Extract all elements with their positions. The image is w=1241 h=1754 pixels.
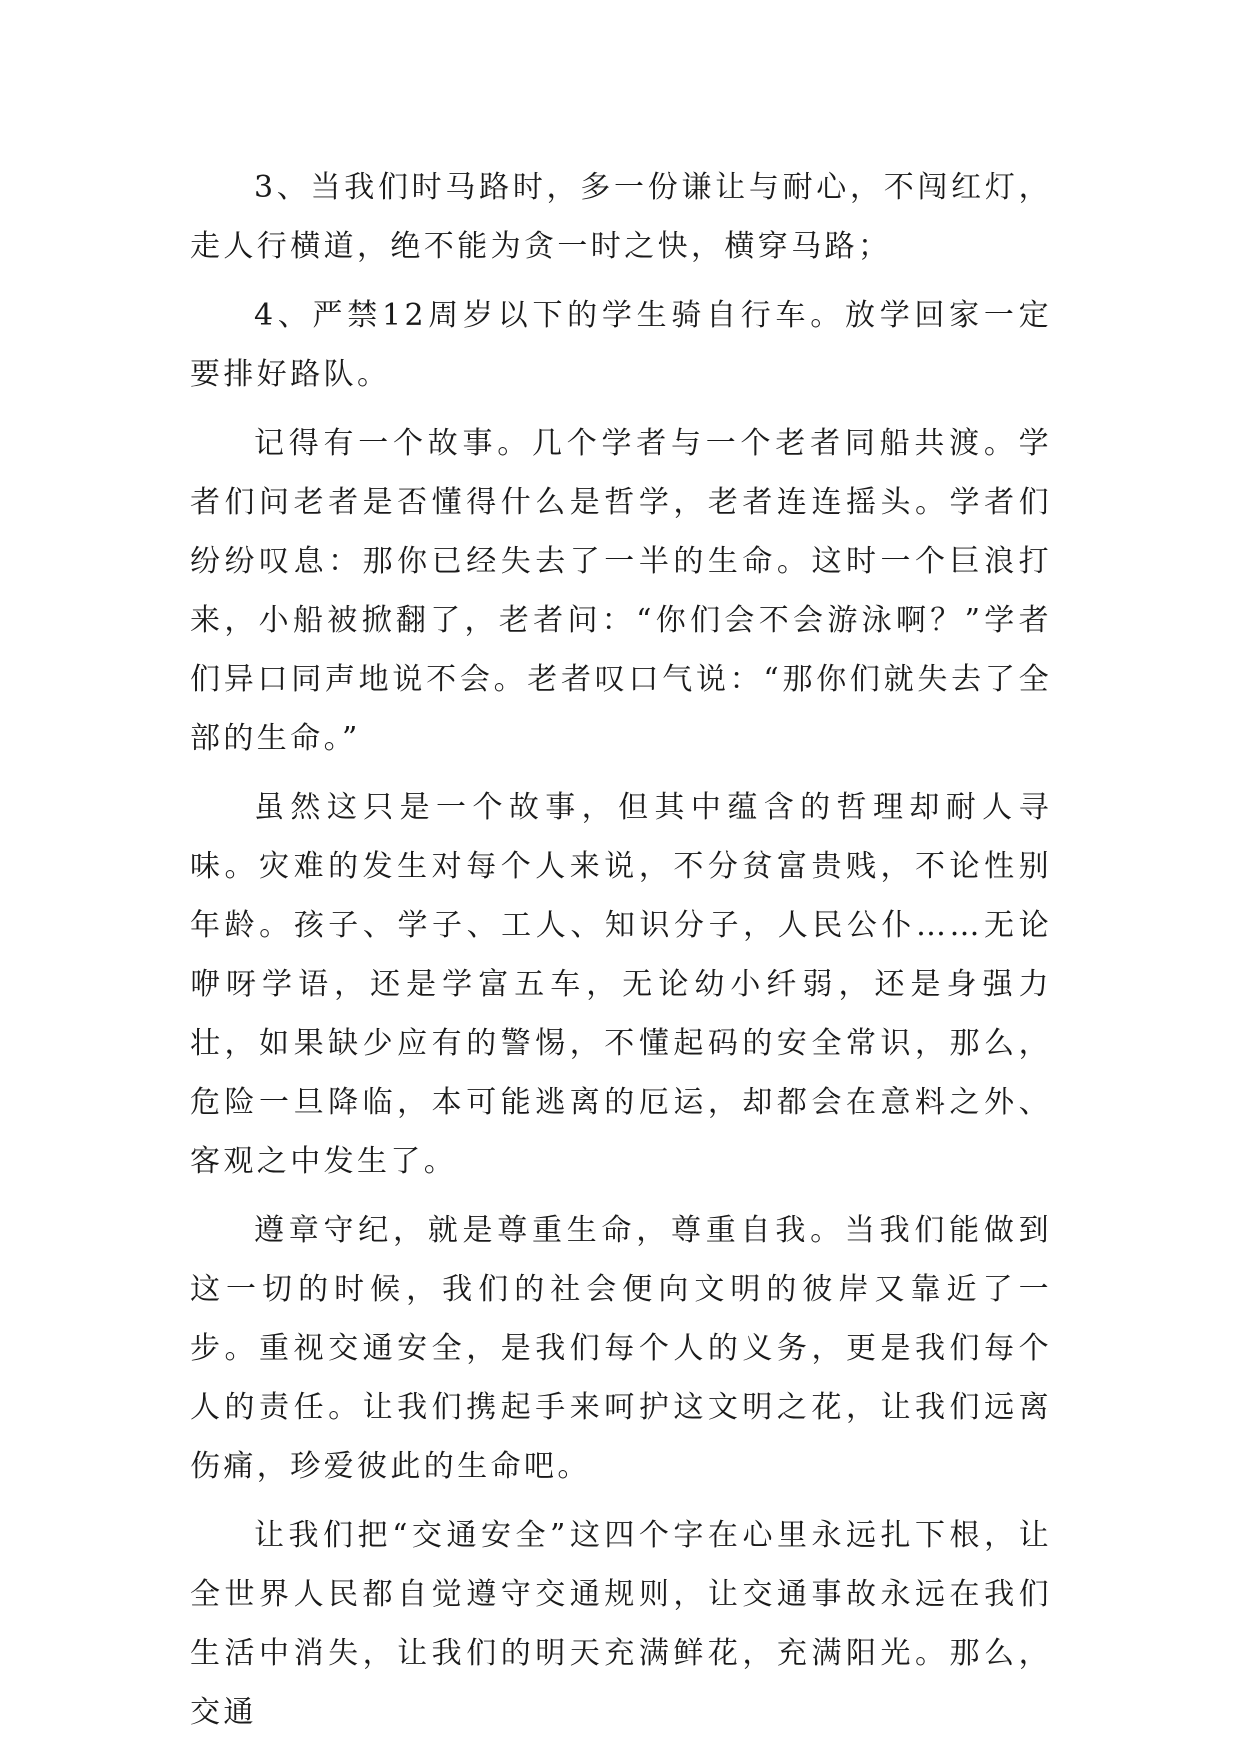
paragraph: 遵章守纪，就是尊重生命，尊重自我。当我们能做到这一切的时候，我们的社会便向文明的彼岸又靠近了一步。重视交通安全，是我们每个人的义务，更是我们每个人的责任。让我们携起手来呵护这文明之花，让我们远离伤痛，珍爱彼此的生命吧。: [190, 1213, 1052, 1484]
paragraph: 3、当我们时马路时，多一份谦让与耐心，不闯红灯，走人行横道，绝不能为贪一时之快，横穿马路；: [190, 170, 1052, 264]
paragraph: 4、严禁12周岁以下的学生骑自行车。放学回家一定要排好路队。: [190, 298, 1052, 392]
paragraph: 让我们把“交通安全”这四个字在心里永远扎下根，让全世界人民都自觉遵守交通规则，让交通事故永远在我们生活中消失，让我们的明天充满鲜花，充满阳光。那么，交通: [190, 1518, 1052, 1730]
document-body: [190, 158, 1052, 1752]
paragraph: 虽然这只是一个故事，但其中蕴含的哲理却耐人寻味。灾难的发生对每个人来说，不分贫富贵贱，不论性别年龄。孩子、学子、工人、知识分子，人民公仆……无论咿呀学语，还是学富五车，无论幼小纤弱，还是身强力壮，如果缺少应有的警惕，不懂起码的安全常识，那么，危险一旦降临，本可能逃离的厄运，却都会在意料之外、客观之中发生了。: [190, 790, 1052, 1179]
paragraph: 记得有一个故事。几个学者与一个老者同船共渡。学者们问老者是否懂得什么是哲学，老者连连摇头。学者们纷纷叹息：那你已经失去了一半的生命。这时一个巨浪打来，小船被掀翻了，老者问：“你们会不会游泳啊？”学者们异口同声地说不会。老者叹口气说：“那你们就失去了全部的生命。”: [190, 426, 1052, 756]
